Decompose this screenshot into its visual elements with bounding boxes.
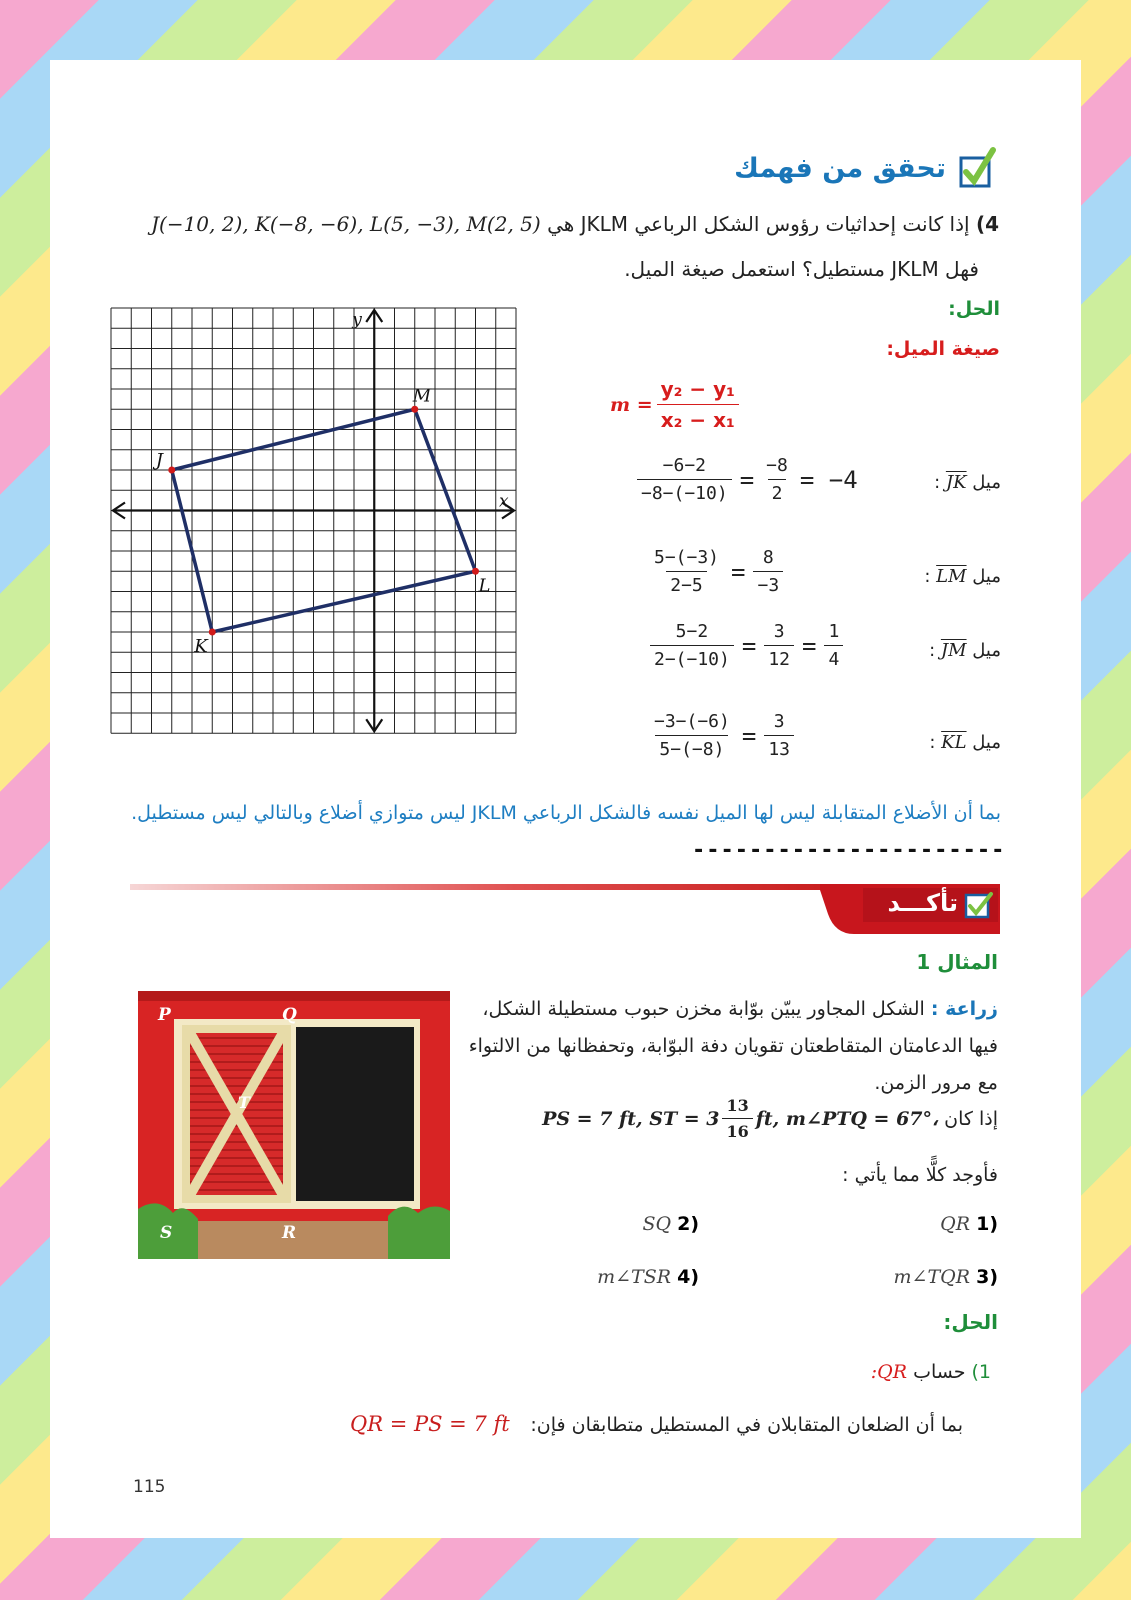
jm-eq-num: 3 — [773, 621, 785, 642]
jk-den: −8−(−10) — [637, 479, 732, 504]
kl-den: 5−(−8) — [655, 735, 728, 760]
barn-door-image — [138, 991, 450, 1259]
reason-text: بما أن الضلعان المتقابلان في المستطيل متطابقان فإن: — [530, 1414, 963, 1436]
step-number: 1) — [971, 1361, 991, 1383]
jm-den: 2−(−10) — [650, 645, 734, 670]
slope-label-lm: ميل $\overline{LM}$ : — [924, 566, 1001, 587]
confirm-title: تأكـــد — [887, 889, 958, 917]
formula-fraction — [657, 377, 739, 432]
find-text: فأوجد كلًّا مما يأتي : — [842, 1164, 998, 1186]
problem-paragraph — [468, 991, 998, 1102]
item-4: (4 m∠TSR — [597, 1266, 699, 1288]
vertex-label-m: M — [412, 385, 432, 407]
equation-qr: QR = PS = 7 ft — [350, 1412, 510, 1436]
vertex-label-l: L — [478, 575, 491, 597]
slope-calc-lm: $\frac{5-(-3)}{2-5}$ = $\frac{8}{-3}$ — [650, 547, 783, 596]
vertex-label-k: K — [194, 636, 208, 657]
y-axis-label: y — [352, 310, 362, 330]
question-coords: J(−10, 2), K(−8, −6), L(5, −3), M(2, 5) — [151, 212, 541, 236]
slope-formula — [610, 377, 739, 432]
segment-jm: $\overline{JM}$ — [940, 640, 967, 661]
formula-m: m = — [610, 393, 653, 416]
jk-result: = −4 — [799, 465, 858, 494]
confirm-solution-label: الحل: — [943, 1310, 998, 1334]
dashed-separator: ---------------------- — [692, 838, 1006, 863]
page — [50, 60, 1081, 1538]
slope-calc-jk: $\frac{-6-2}{-8-(-10)}$ = $\frac{-8}{2}$ = −4 — [637, 455, 858, 504]
vertex-k — [209, 629, 216, 636]
para-line-1: الشكل المجاور يبيّن بوّابة مخزن حبوب مستطيلة الشكل، — [482, 998, 925, 1020]
step-text: حساب — [913, 1361, 966, 1383]
formula-numerator: y₂ − y₁ — [660, 377, 735, 401]
item-2: (2 SQ — [642, 1213, 699, 1235]
x-axis-label: x — [499, 491, 509, 512]
segment-lm: $\overline{LM}$ — [936, 566, 967, 587]
lm-den: 2−5 — [666, 571, 707, 596]
jm-eq2-den: 4 — [824, 645, 843, 670]
question-line-1 — [151, 212, 999, 236]
jk-eq-num: −8 — [766, 455, 788, 476]
example-label: المثال 1 — [916, 950, 998, 974]
kl-eq-num: 3 — [773, 711, 785, 732]
jm-num: 5−2 — [675, 621, 709, 642]
question-number: 4) — [975, 212, 999, 236]
lm-num: 5−(−3) — [654, 547, 720, 568]
solution-label: الحل: — [948, 298, 1000, 320]
slope-calc-kl: $\frac{-3-(-6)}{5-(-8)}$ = $\frac{3}{13}$ — [650, 711, 794, 760]
para-line-2: فيها الدعامتان المتقاطعتان تقويان دفة البوّابة، وتحفظانها من الالتواء — [468, 1035, 998, 1057]
question-text: إذا كانت إحداثيات رؤوس الشكل الرباعي JKLM هي — [547, 212, 970, 236]
item-1: (1 QR — [940, 1213, 998, 1235]
confirm-banner — [130, 876, 1000, 938]
slope-calc-jm: $\frac{5-2}{2-(-10)}$ = $\frac{3}{12}$ = $\frac{1}{4}$ — [650, 621, 843, 670]
kl-eq-den: 13 — [764, 735, 794, 760]
check-title: تحقق من فهمك — [734, 153, 946, 184]
confirm-checkbox-icon — [964, 891, 994, 921]
segment-jk: $\overline{JK}$ — [945, 472, 967, 493]
given-prefix: إذا كان — [944, 1107, 998, 1130]
para-line-3: مع مرور الزمن. — [874, 1072, 998, 1094]
slope-label-kl: ميل $\overline{KL}$ : — [929, 732, 1001, 753]
page-number: 115 — [133, 1477, 166, 1497]
checkbox-icon — [957, 146, 997, 190]
question-line-2: فهل JKLM مستطيل؟ استعمل صيغة الميل. — [624, 257, 979, 281]
vertex-l — [472, 568, 479, 575]
step-1 — [871, 1361, 991, 1383]
item-3: (3 m∠TQR — [893, 1266, 998, 1288]
coordinate-graph — [108, 305, 530, 735]
quadrilateral-jklm — [172, 409, 476, 632]
jm-eq-den: 12 — [764, 645, 794, 670]
kl-num: −3−(−6) — [654, 711, 730, 732]
vertex-m — [411, 406, 418, 413]
barn-label-p: P — [158, 1005, 171, 1025]
barn-label-s: S — [160, 1223, 173, 1243]
barn-label-q: Q — [282, 1005, 297, 1025]
segment-kl: $\overline{KL}$ — [941, 732, 967, 753]
given-values: PS = 7 ft, ST = 3 $\frac{13}{16}$ ft, m∠PTQ = 67°، — [542, 1096, 939, 1141]
barn-label-r: R — [282, 1223, 297, 1243]
slope-label-jm: ميل $\overline{JM}$ : — [929, 640, 1001, 661]
vertex-label-j: J — [155, 450, 163, 471]
lm-eq-den: −3 — [753, 571, 783, 596]
formula-label: صيغة الميل: — [886, 338, 1000, 360]
step-var: QR: — [870, 1361, 908, 1383]
jk-eq-den: 2 — [768, 479, 787, 504]
conclusion-text: بما أن الأضلاع المتقابلة ليس لها الميل نفسه فالشكل الرباعي JKLM ليس متوازي أضلاع وبالتالي ليس مستطيل. — [131, 802, 1001, 824]
lm-eq-num: 8 — [762, 547, 774, 568]
barn-label-t: T — [238, 1093, 250, 1112]
jm-eq2-num: 1 — [828, 621, 840, 642]
given-line — [542, 1096, 998, 1141]
jk-num: −6−2 — [662, 455, 707, 476]
vertex-j — [168, 467, 175, 474]
slope-label-jk: ميل $\overline{JK}$ : — [934, 472, 1001, 493]
formula-denominator: x₂ − x₁ — [657, 404, 739, 432]
topic-label: زراعة : — [930, 998, 998, 1020]
